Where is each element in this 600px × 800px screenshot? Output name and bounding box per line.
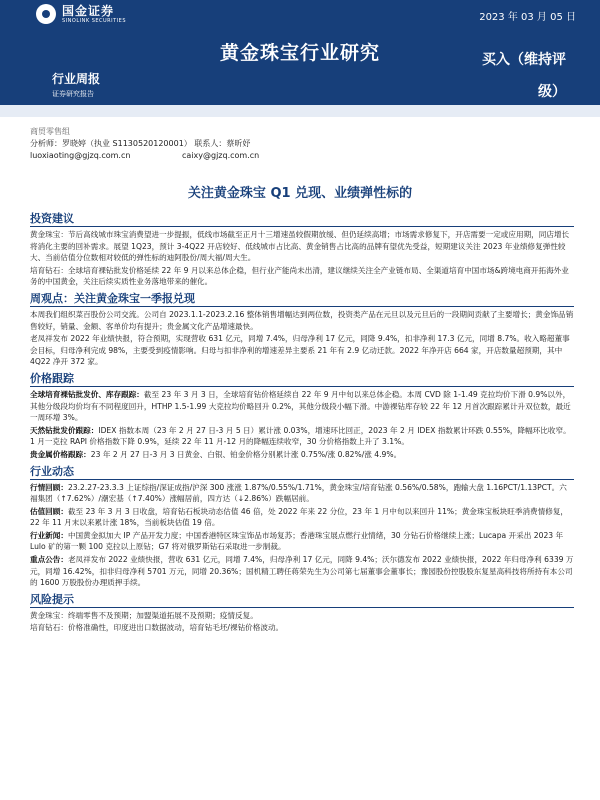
report-body — [30, 208, 574, 635]
rating-line2: 级） — [538, 84, 566, 100]
brand-name-en: SINOLINK SECURITIES — [62, 17, 126, 24]
report-type: 行业周报 — [52, 72, 101, 86]
paragraph-lead: 行情回顾： — [30, 482, 68, 492]
paragraph: 老凤祥发布 2022 年业绩快报，符合预期，实现营收 631 亿元，同增 7.4%，归母净利 17 亿元，同降 9.4%，扣非净利 17.3 亿元，同增 8.7%。收入略超董事会目标，归母净利完成 98%，主要受到疫情影响。归母与扣非净利的增速差异主要系 21 年有 2.9 亿动迁款。2022 年净开店 664 家，开店数量超预期，其中 4Q22 净开 372 家。 — [30, 334, 570, 367]
section-title-invest: 投资建议 — [30, 212, 574, 227]
paragraph: 行业新闻：中国黄金拟加大 IP 产品开发力度；中国香港特区珠宝饰品市场复苏；香港珠宝展点燃行业情绪，30 分钻石价格继续上涨；Lucapa 开采出 2023 年 Lulo 矿的第一颗 100 克拉以上原钻；G7 将对俄罗斯钻石采取进一步制裁。 — [30, 530, 564, 552]
report-title: 黄金珠宝行业研究 — [219, 42, 380, 64]
paragraph: 重点公告：老凤祥发布 2022 业绩快报，营收 631 亿元，同增 7.4%，归母净利 17 亿元，同降 9.4%；沃尔德发布 2022 业绩快报，2022 年归母净利 6339 万元，同增 16.42%，扣非归母净利 5701 万元，同增 20.36%；国机精工聘任蒋荣先生为公司第七届董事会董事长；豫园股份控股股东复星高科技将所持有本公司的 1600 万股股份办理质押手续。 — [30, 555, 574, 588]
section-title-dynamic: 行业动态 — [30, 465, 574, 480]
rating-line1: 买入（维持评 — [482, 52, 566, 68]
paragraph: 本周我们组织菜百股份公司交流。公司自 2023.1.1-2023.2.16 整体销售增幅达到两位数，投资类产品在元旦以及元旦后的一段期间贡献了主要增长；黄金饰品销售较好，销量、金额、客单价均有提升；贵金属文化产品增速最快。 — [30, 309, 574, 331]
contact-email[interactable]: caixy@gjzq.com.cn — [182, 151, 260, 160]
author-block — [30, 126, 259, 162]
paragraph-lead: 重点公告： — [30, 555, 68, 565]
paragraph: 黄金珠宝：节后高线城市珠宝消费望进一步提振，低线市场截至正月十三增速虽较假期放缓、但仍延续高增；市场需求修复下，开店需要一定或应用期，同店增长将消化主要的回补需求。展望 1Q23，预计 3-4Q22 开店较好、低线城市占比高、黄金销售占比高的品牌有望优先受益，短期建议关注 2023 年业绩修复弹性较大、当前估值分位数相对较低的弹性标的迪阿股份/周大福/周大生。 — [30, 230, 570, 263]
brand-logo — [36, 4, 126, 24]
paragraph: 黄金珠宝：终端零售不及预期；加盟渠道拓展不及预期；疫情反复。 — [30, 610, 258, 620]
paragraph-lead: 贵金属价格跟踪： — [30, 449, 91, 459]
report-subtype: 证券研究报告 — [52, 90, 94, 98]
paragraph-lead: 天然钻批发价跟踪： — [30, 425, 99, 435]
rating — [482, 44, 592, 108]
brand-name-cn: 国金证券 — [62, 3, 115, 18]
analyst-email[interactable]: luoxiaoting@gjzq.com.cn — [30, 151, 131, 160]
header-banner — [0, 0, 600, 105]
analyst-line: 分析师：罗晓婷（执业 S1130520120001） 联系人：蔡昕妤 — [30, 139, 251, 148]
report-date: 2023 年 03 月 05 日 — [479, 12, 576, 23]
paragraph-lead: 估值回顾： — [30, 506, 68, 516]
section-title-review: 周观点：关注黄金珠宝一季报兑现 — [30, 292, 574, 307]
paragraph: 天然钻批发价跟踪：IDEX 指数本周（23 年 2 月 27 日-3 月 5 日）累计涨 0.03%，增速环比回正，2023 年 2 月 IDEX 指数累计环跌 0.55%，降幅环比收窄。1 月一克拉 RAPI 价格指数下降 0.9%，延续 22 年 11 月-12 月的降幅连续收窄，30 分价格指数上升了 3.1%。 — [30, 425, 571, 447]
paragraph: 培育钻石：全球培育裸钻批发价格延续 22 年 9 月以来总体企稳，但行业产能尚未出清，建议继续关注全产业链布局、全渠道培育中国市场&跨境电商开拓海外业务的中国黄金，关注后续实质性业务落地带来的催化。 — [30, 265, 569, 287]
industry-label: 商贸零售组 — [30, 127, 70, 136]
main-title: 关注黄金珠宝 Q1 兑现、业绩弹性标的 — [187, 186, 413, 201]
paragraph-lead: 行业新闻： — [30, 530, 68, 540]
brand-logo-icon — [36, 4, 56, 24]
section-title-price: 价格跟踪 — [30, 372, 574, 387]
section-title-risk: 风险提示 — [30, 593, 574, 608]
paragraph: 全球培育裸钻批发价、库存跟踪：截至 23 年 3 月 3 日，全球培育钻价格延续自 22 年 9 月中旬以来总体企稳。本周 CVD 除 1-1.49 克拉均价下滑 0.9%以外，其他分级段均价均有不同程度回升，HTHP 1.5-1.99 大克拉均价略回升 0.2%，其他分级段小幅下滑。中游裸钻库存较 22 年 12 月首次跟踪累计升双位数，最近一周环增 3%。 — [30, 389, 571, 423]
paragraph: 行情回顾：23.2.27-23.3.3 上证综指/深证成指/沪深 300 涨涨 1.87%/0.55%/1.71%，黄金珠宝/培育钻涨 0.56%/0.58%，跑输大盘 1.16PCT/1.13PCT。六福集团（↑7.62%）/潮宏基（↑7.40%）涨幅居前，四方达（↓2.86%）跌幅居前。 — [30, 482, 567, 504]
paragraph: 估值回顾：截至 23 年 3 月 3 日收盘，培育钻石板块动态估值 46 倍，处 2022 年来 22 分位，23 年 1 月中旬以来回升 11%；黄金珠宝板块旺季消费情修复，22 年 11 月末以来累计涨 18%，当前板块估值 19 倍。 — [30, 506, 569, 528]
paragraph-lead: 全球培育裸钻批发价、库存跟踪： — [30, 389, 144, 399]
header-divider-band — [0, 105, 600, 117]
paragraph: 培育钻石：价格准确性，印度进出口数据波动，培育钻毛坯/裸钻价格波动。 — [30, 623, 284, 633]
paragraph: 贵金属价格跟踪：23 年 2 月 27 日-3 月 3 日黄金、白银、铂金价格分别累计涨 0.75%/涨 0.82%/涨 4.9%。 — [30, 449, 402, 459]
